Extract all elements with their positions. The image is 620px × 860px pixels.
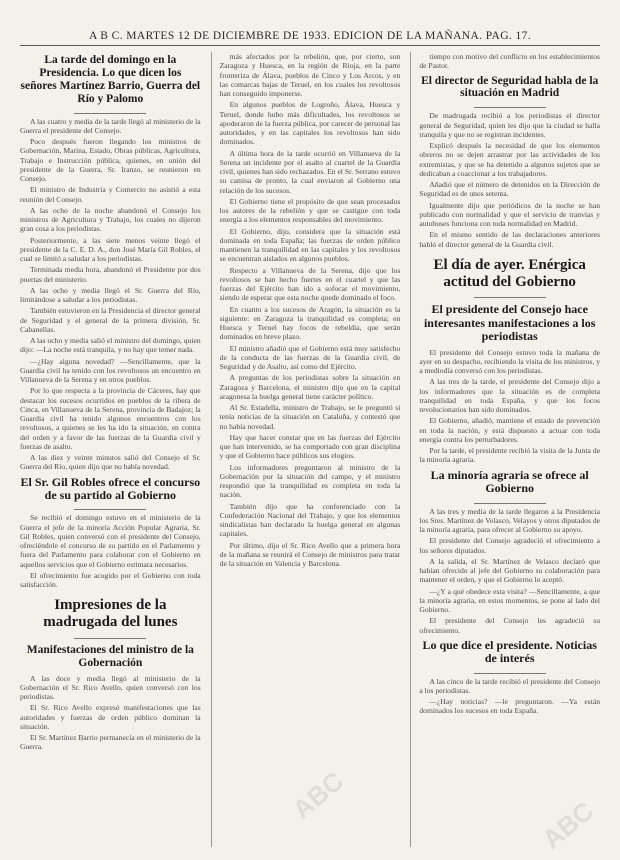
- watermark-logo: ABC: [536, 795, 600, 855]
- paragraph: El ministro de Industria y Comercio no asistió a esta reunión del Consejo.: [20, 185, 201, 204]
- paragraph: El ministro añadió que el Gobierno está muy satisfecho de la conducta de las fuerzas de la Guardia civil, de Seguridad y de Asalto, así como del Ejército.: [219, 343, 401, 371]
- paragraph: En cuanto a los sucesos de Aragón, la situación es la siguiente: en Zaragoza la tranquilidad es completa; en Huesca y Teruel hay focos de rebeldía, que serán dominados en breve plazo.: [219, 304, 401, 342]
- paragraph: El Gobierno, dijo, considera que la situación está dominada en toda España; las fuerzas de orden público mantienen la tranquilidad en las capitales y los revoltosos se encuentran aislados en algunos pueblos.: [219, 226, 401, 264]
- paragraph: Al Sr. Estadella, ministro de Trabajo, se le preguntó si tenía noticias de la situación en Cataluña, y contestó que no había novedad.: [219, 403, 401, 431]
- paragraph: A las cuatro y media de la tarde llegó al ministerio de la Guerra el presidente del Consejo.: [20, 116, 201, 135]
- paragraph: También dijo que ha conferenciado con la Confederación Nacional del Trabajo, y que los elementos sindicalistas han declarado la huelga general en algunas capitales.: [219, 501, 401, 539]
- paragraph: Terminada media hora, abandonó el Presidente por dos puertas del ministerio.: [20, 265, 201, 284]
- watermark-logo: ABC: [286, 765, 350, 825]
- paragraph: más afectados por la rebelión, que, por cierto, son Zaragoza y Huesca, en la región de Rioja, en la parte fronteriza de Álava, pueblos de Cinco y Los Arcos, y en las comarcas bajas de Teruel, en los cuales los revoltosos han conseguido imponerse.: [219, 52, 401, 98]
- paragraph: Los informadores preguntaron al ministro de la Gobernación por la situación del campo, y el ministro respondió que la tranquilidad es completa en toda la nación.: [219, 462, 401, 500]
- column-2: [211, 52, 401, 847]
- divider: [74, 638, 146, 639]
- paragraph: A las diez y veinte minutos salió del Consejo el Sr. Guerra del Río, quien dijo que no había novedad.: [20, 453, 201, 472]
- divider: [474, 503, 546, 504]
- paragraph: El Sr. Martínez Barrio permanecía en el ministerio de la Guerra.: [20, 733, 201, 752]
- paragraph: El Gobierno, añadió, mantiene el estado de prevención en toda la nación, y está dispuesto a actuar con toda energía contra los perturbadores.: [419, 416, 601, 444]
- paragraph: A la salida, el Sr. Martínez de Velasco declaró que habían ofrecido al jefe del Gobierno su colaboración para mantener el orden, y que el Gobierno lo aceptó.: [419, 556, 601, 585]
- headline-day-yesterday: El día de ayer. Enérgica actitud del Gobierno: [433, 256, 586, 290]
- columns: [14, 46, 606, 847]
- paragraph: El ofrecimiento fue acogido por el Gobierno con toda satisfacción.: [20, 570, 201, 590]
- paragraph: Por último, dijo el Sr. Rico Avello que a primera hora de la mañana se reunirá el Consejo de ministros para tratar de la situación en Valencia y Barcelona.: [219, 540, 401, 568]
- paragraph: —¿Hay noticias? —le preguntaron. —Ya están dominados los sucesos en toda España.: [419, 697, 601, 716]
- headline-president-says: Lo que dice el presidente. Noticias de interés: [422, 637, 597, 666]
- paragraph: Añadió que el número de detenidos en la Dirección de Seguridad es de unos setenta.: [419, 180, 601, 199]
- page-header: A B C. MARTES 12 DE DICIEMBRE DE 1933. EDICION DE LA MAÑANA. PAG. 17.: [20, 6, 600, 46]
- divider: [474, 673, 546, 674]
- divider: [74, 113, 146, 114]
- paragraph: El presidente del Consejo estuvo toda la mañana de ayer en su despacho, recibiendo la visita de los ministros, y a mediodía conversó con los periodistas.: [419, 347, 601, 376]
- headline-security-director: El director de Seguridad habla de la situación en Madrid: [421, 74, 599, 100]
- paragraph: De madrugada recibió a los periodistas el director general de Seguridad, quien les dijo que la ciudad se halla tranquila y que no se registran incidentes.: [419, 111, 601, 139]
- paragraph: —¿Hay alguna novedad? —Sencillamente, que la Guardia civil ha tenido con los revoltosos un encuentro en Villanueva de la Serena y en otros pueblos.: [20, 356, 201, 384]
- paragraph: A las ocho y media llegó el Sr. Guerra del Río, limitándose a saludar a los periodistas.: [20, 285, 201, 304]
- paragraph: —¿Y a qué obedece esta visita? —Sencillamente, a que la minoría agraria, en estos momentos, se pone al lado del Gobierno.: [419, 586, 601, 615]
- paragraph: Posteriormente, a las siete menos veinte llegó el presidente de la C. E. D. A., don José María Gil Robles, el cual se limitó a saludar a los periodistas.: [20, 235, 201, 263]
- paragraph: El presidente del Consejo les agradeció su ofrecimiento.: [419, 616, 601, 635]
- paragraph: Por la tarde, el presidente recibió la visita de la Junta de la minoría agraria.: [419, 446, 601, 465]
- headline-president-statements: El presidente del Consejo hace interesantes manifestaciones a los periodistas: [423, 302, 596, 344]
- headline-gil-robles: El Sr. Gil Robles ofrece el concurso de su partido al Gobierno: [20, 474, 201, 502]
- column-3: [410, 52, 600, 847]
- paragraph: A las doce y media llegó al ministerio de la Gobernación el Sr. Rico Avello, quien conversó con los periodistas.: [20, 673, 201, 702]
- paragraph: Poco después fueron llegando los ministros de Gobernación, Marina, Estado, Obras públicas, Agricultura, Trabajo e Instrucción pública, quienes, en unión del presidente de la Guerra, Sr. Iranzo, se reunieron en Consejo.: [20, 137, 201, 183]
- paragraph: En algunos pueblos de Logroño, Álava, Huesca y Teruel, donde hubo más dificultades, los revoltosos se apoderaron de la fuerza pública, por carecer de personal las autoridades, y en las capitales los revoltosos han sido dominados.: [219, 100, 401, 147]
- paragraph: A las tres de la tarde, el presidente del Consejo dijo a los informadores que la situación es de completa tranquilidad en toda España, y que los focos revolucionarios han sido dominados.: [419, 377, 601, 415]
- paragraph: Por lo que respecta a la provincia de Cáceres, hay que destacar los sucesos ocurridos en pueblos de la ribera de Cinca, en Villanueva de la Serena, provincia de Badajoz; la Guardia civil ha tenido algunos encuentros con los revoltosos, a quienes se les ha ido la situación, en contra del orden y a favor de las fuerzas de la Guardia civil y fuerzas de asalto.: [20, 386, 201, 451]
- paragraph: tiempo con motivo del conflicto en los establecimientos de Pastor.: [419, 52, 601, 71]
- paragraph: También estuvieron en la Presidencia el director general de Seguridad y el general de la primera división, Sr. Cabanellas.: [20, 306, 201, 334]
- paragraph: El Gobierno tiene el propósito de que sean procesados los autores de la rebelión y que se castigue con toda energía a los elementos responsables del movimiento.: [219, 196, 401, 225]
- divider: [74, 509, 146, 510]
- headline-presidency-sunday: La tarde del domingo en la Presidencia. Lo que dicen los señores Martínez Barrio, Guerra del Río y Palomo: [20, 54, 201, 105]
- headline-gobernacion-minister: Manifestaciones del ministro de la Gobernación: [26, 643, 194, 669]
- paragraph: Explicó después la necesidad de que los elementos obreros no se dejen arrastrar por las actividades de los extremistas, y que se ha detenido a algunos sujetos que se dedicaban a coaccionar a los trabajadores.: [419, 141, 601, 178]
- paragraph: A las ocho y media salió el ministro del domingo, quien dijo: —La noche está tranquila, y no hay que temer nada.: [20, 336, 201, 355]
- paragraph: El presidente del Consejo agradeció el ofrecimiento a los señores diputados.: [419, 536, 601, 555]
- paragraph: A las cinco de la tarde recibió el presidente del Consejo a los periodistas.: [419, 676, 601, 695]
- paragraph: El Sr. Rico Avello expresó manifestaciones que las autoridades y fuerzas de orden público dominan la situación.: [20, 703, 201, 731]
- column-1: [20, 52, 201, 847]
- paragraph: Respecto a Villanueva de la Serena, dijo que los revoltosos se han hecho fuertes en el cuartel y que las fuerzas del Ejército han ido a sofocar el movimiento, siendo de esperar que esta noche quede dominado el foco.: [219, 265, 401, 303]
- headline-monday-impressions: Impresiones de la madrugada del lunes: [43, 597, 178, 631]
- divider: [474, 107, 546, 108]
- headline-agrarian-minority: La minoría agraria se ofrece al Gobierno: [430, 467, 589, 496]
- divider: [474, 297, 546, 298]
- paragraph: A última hora de la tarde ocurrió en Villanueva de la Serena un incidente por el asalto al cuartel de la Guardia civil, quienes han sido rechazados. En el Sr. Serrano estuvo su camisa de pronto, la cual enviaron al Gobierno una relación de los sucesos.: [219, 148, 401, 195]
- paragraph: Igualmente dijo que periódicos de la noche se han publicado con normalidad y que el servicio de tranvías y autobuses funciona con toda normalidad en Madrid.: [419, 200, 601, 228]
- paragraph: A preguntas de los periodistas sobre la situación en Zaragoza y Barcelona, el ministro dijo que en la capital aragonesa la huelga general tiene carácter político.: [219, 373, 401, 401]
- paragraph: A las ocho de la noche abandonó el Consejo los ministros de Agricultura y Trabajo, los cuales no dijeron gran cosa a los periodistas.: [20, 205, 201, 234]
- paragraph: En el mismo sentido de las declaraciones anteriores habló el director general de la Guardia civil.: [419, 230, 601, 249]
- paragraph: Hay que hacer constar que en las fuerzas del Ejército que han intervenido, se ha comportado con gran disciplina y que el Gobierno hace públicos sus elogios.: [219, 432, 401, 461]
- paragraph: A las tres y media de la tarde llegaron a la Presidencia los Sres. Martínez de Velasco, Velayos y otros diputados de la minoría agraria, para ofrecer al Gobierno su apoyo.: [419, 506, 601, 535]
- paragraph: Se recibió el domingo estuvo en el ministerio de la Guerra el jefe de la minoría Acción Popular Agraria, Sr. Gil Robles, quien conversó con el presidente del Consejo, ofreciéndole el concurso de su partido en el Parlamento y fuera del Parlamento para colaborar con el Gobierno en aquellos servicios que el Gobierno estimara necesarios.: [20, 513, 201, 569]
